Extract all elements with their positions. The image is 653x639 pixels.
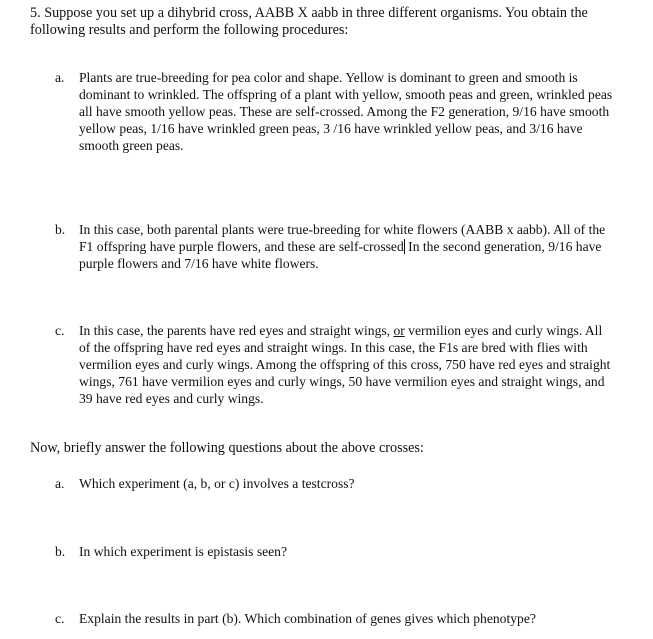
question-c-marker: c. (55, 611, 65, 626)
question-a-text: Which experiment (a, b, or c) involves a testcross? (79, 476, 355, 491)
question-a (55, 475, 615, 492)
part-a-marker: a. (55, 70, 65, 85)
part-c-text-before: In this case, the parents have red eyes and straight wings, (79, 323, 394, 338)
question-c-text: Explain the results in part (b). Which combination of genes gives which phenotype? (79, 611, 536, 626)
question-c (55, 610, 615, 627)
part-a (55, 69, 615, 154)
part-b-text[interactable] (79, 221, 615, 272)
part-a-text: Plants are true-breeding for pea color and shape. Yellow is dominant to green and smooth is dominant to wrinkled. The offspring of a plant with yellow, smooth peas and green, wrinkled peas all have smooth yellow peas. These are self-crossed. Among the F2 generation, 9/16 have smooth yellow peas, 1/16 have wrinkled green peas, 3 /16 have wrinkled yellow peas, and 3/16 have smooth green peas. (79, 70, 613, 153)
part-c (55, 322, 615, 407)
question-a-marker: a. (55, 476, 65, 491)
part-c-text-after: vermilion eyes and curly wings. All of the offspring have red eyes and straight wings. In this case, the F1s are bred with flies with vermilion eyes and curly wings. Among the offspring of this cross, 750 have red eyes and straight wings, 761 have vermilion eyes and curly wings, 50 have vermilion eyes and straight wings, and 39 have red eyes and curly wings. (79, 323, 611, 406)
question-b (55, 543, 615, 560)
part-c-text (79, 322, 615, 407)
part-c-marker: c. (55, 323, 65, 338)
part-b-text-after: In the second generation, 9/16 have purple flowers and 7/16 have white flowers. (79, 239, 602, 271)
question-b-marker: b. (55, 544, 66, 559)
part-b-marker: b. (55, 222, 66, 237)
part-b (55, 221, 615, 272)
part-c-underlined-word: or (393, 323, 405, 338)
questions-intro: Now, briefly answer the following questions about the above crosses: (30, 440, 424, 456)
question-b-text: In which experiment is epistasis seen? (79, 544, 288, 559)
problem-intro: 5. Suppose you set up a dihybrid cross, AABB X aabb in three different organisms. You obtain the following results and perform the following procedures: (30, 5, 588, 38)
part-b-text-before: In this case, both parental plants were true-breeding for white flowers (AABB x aabb). All of the F1 offspring have purple flowers, and these are self-crossed (79, 222, 606, 254)
